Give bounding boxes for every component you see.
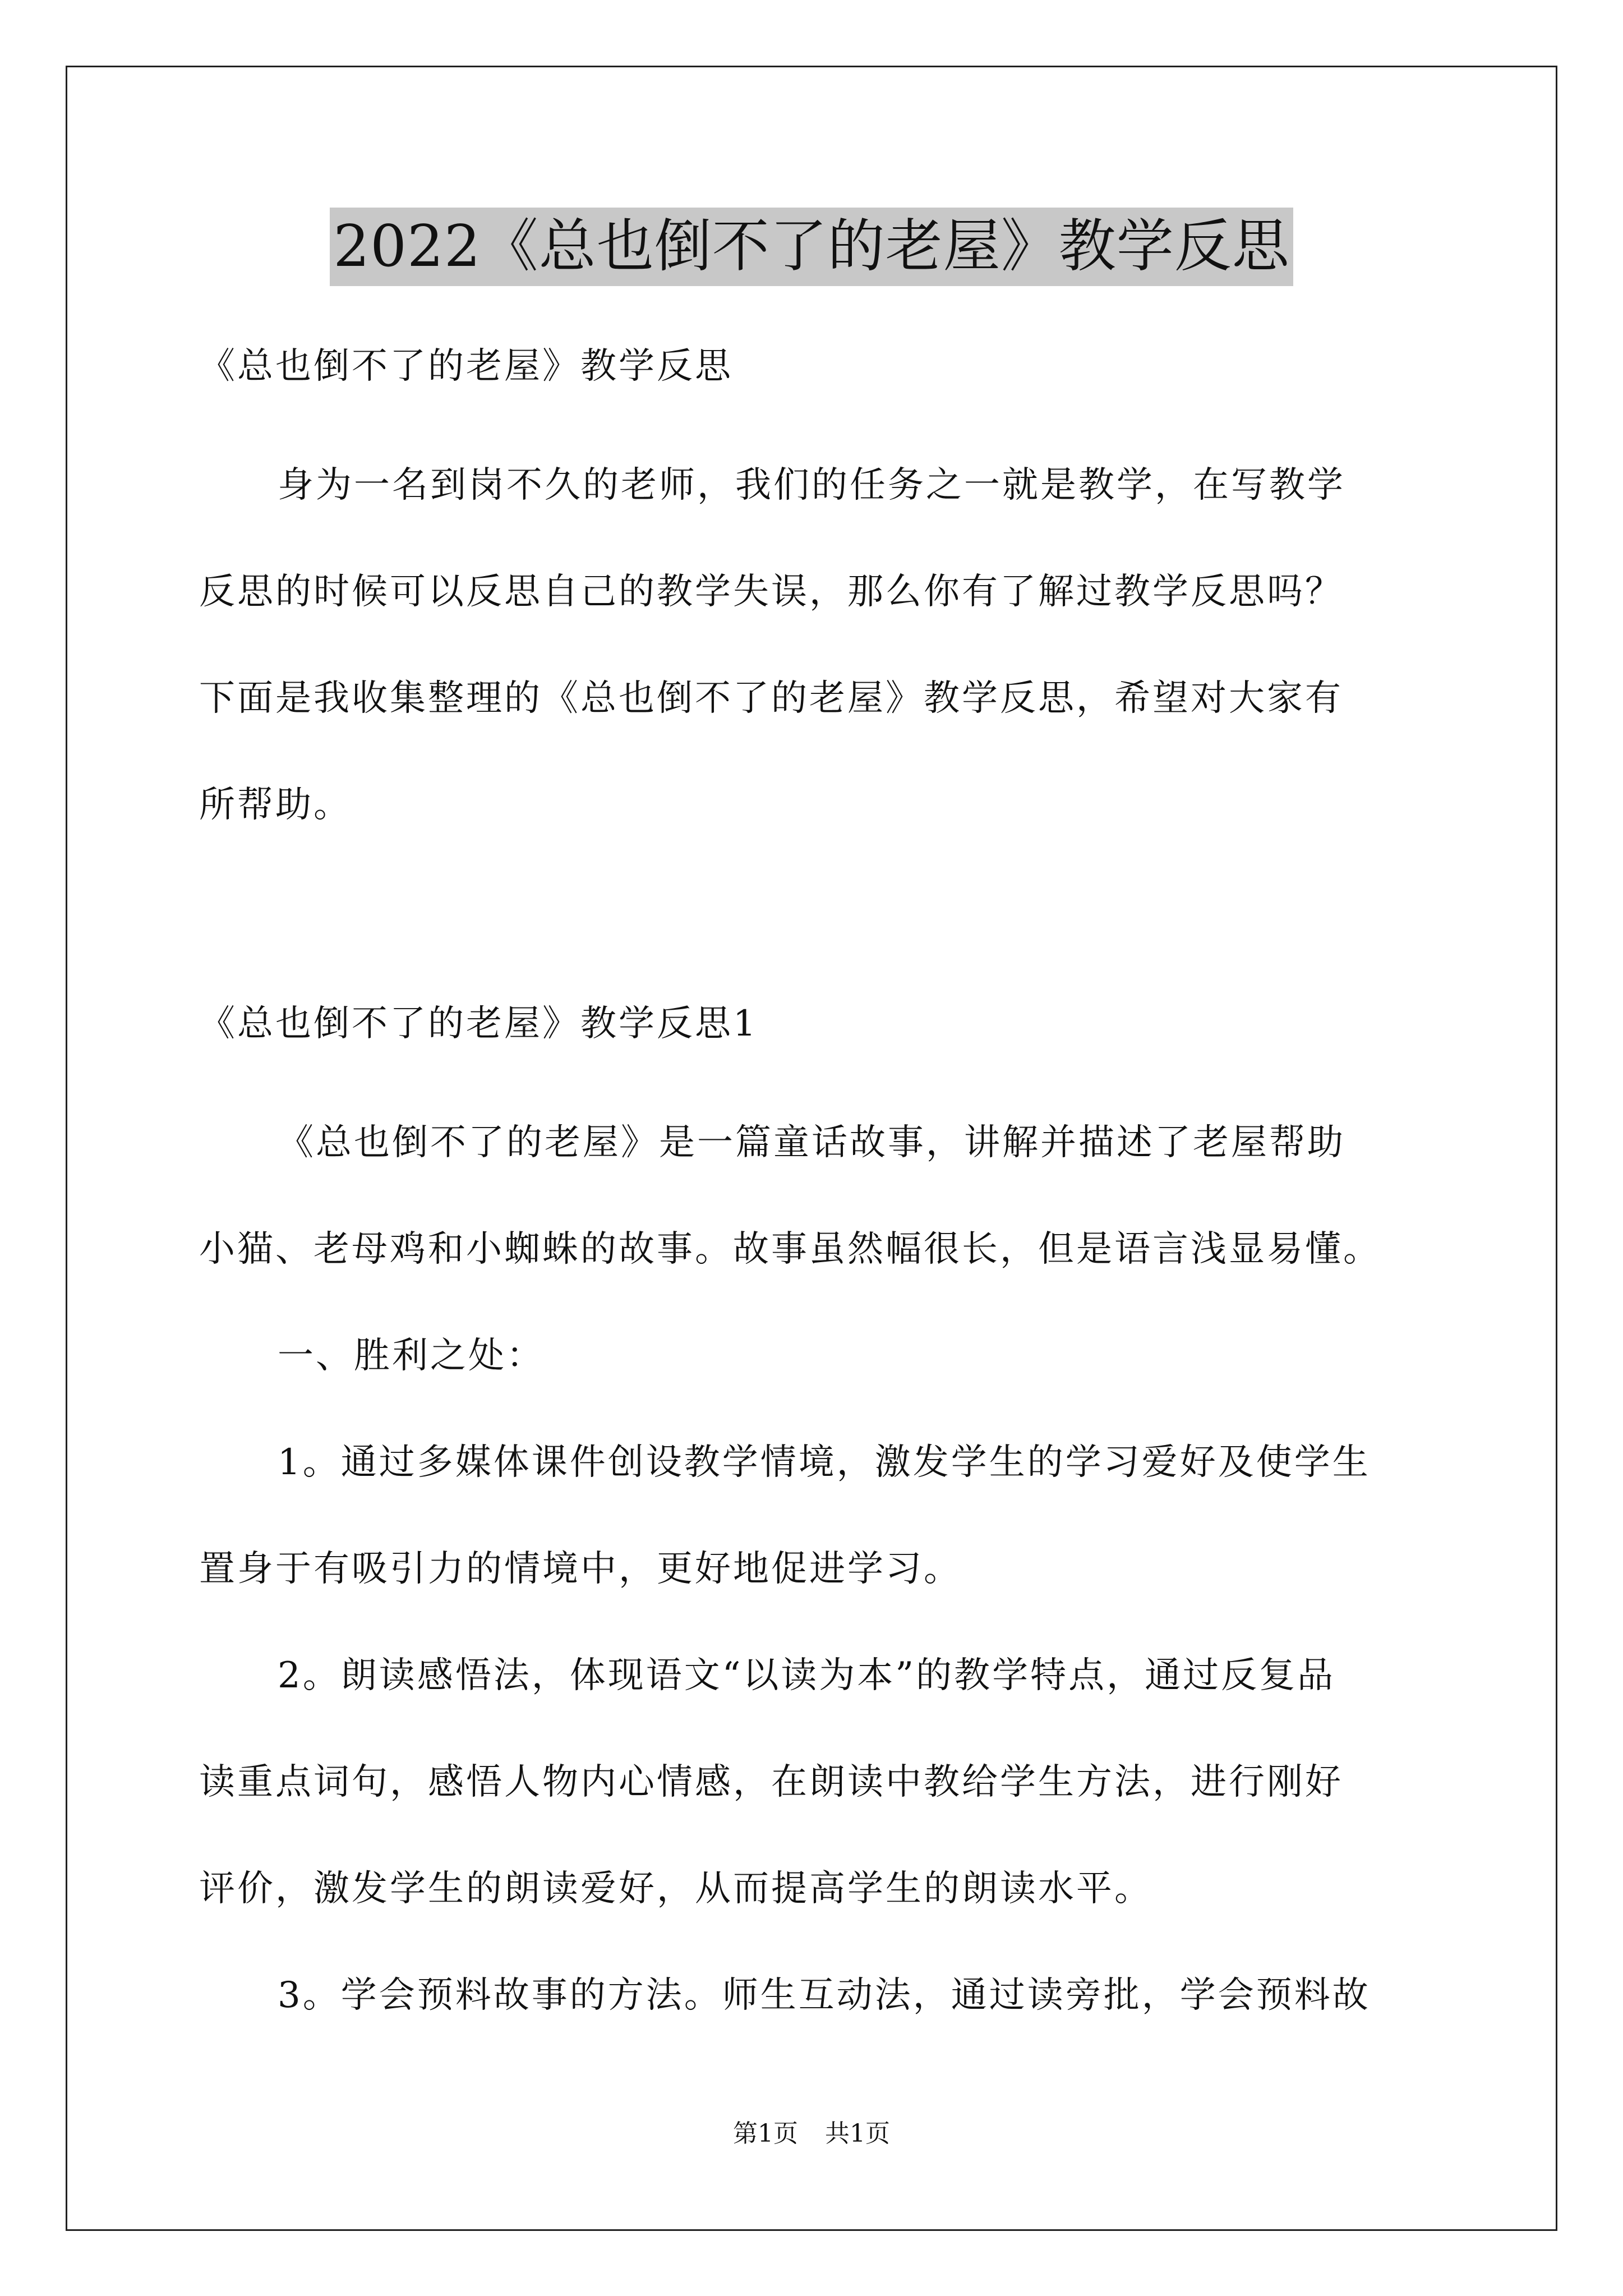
intro-line: 身为一名到岗不久的老师，我们的任务之一就是教学，在写教学 [278,464,1345,506]
intro-line: 反思的时候可以反思自己的教学失误，那么你有了解过教学反思吗？ [199,571,1343,613]
title-container [0,208,1623,286]
intro-line: 下面是我收集整理的《总也倒不了的老屋》教学反思，希望对大家有 [199,678,1343,719]
document-title: 2022《总也倒不了的老屋》教学反思 [330,208,1293,286]
page-number-total: 共1页 [825,2119,890,2148]
intro-line: 所帮助。 [199,784,352,826]
body-line: 一、胜利之处： [278,1335,545,1377]
body-line: 小猫、老母鸡和小蜘蛛的故事。故事虽然幅很长，但是语言浅显易懂。 [199,1228,1381,1270]
body-line: 2。朗读感悟法，体现语文“以读为本”的教学特点，通过反复品 [278,1655,1336,1696]
body-line: 置身于有吸引力的情境中，更好地促进学习。 [199,1548,962,1590]
section-heading: 《总也倒不了的老屋》教学反思1 [199,1003,758,1045]
page-number-current: 第1页 [733,2119,798,2148]
body-line: 3。学会预料故事的方法。师生互动法，通过读旁批，学会预料故 [278,1975,1371,2016]
body-line: 评价，激发学生的朗读爱好，从而提高学生的朗读水平。 [199,1868,1152,1910]
section-body [199,1089,1461,2049]
page-footer [0,2117,1623,2151]
document-subtitle: 《总也倒不了的老屋》教学反思 [199,346,733,387]
body-line: 1。通过多媒体课件创设教学情境，激发学生的学习爱好及使学生 [278,1442,1371,1483]
body-line: 《总也倒不了的老屋》是一篇童话故事，讲解并描述了老屋帮助 [278,1122,1345,1163]
body-line: 读重点词句，感悟人物内心情感，在朗读中教给学生方法，进行刚好 [199,1761,1343,1803]
intro-paragraph [199,432,1461,858]
